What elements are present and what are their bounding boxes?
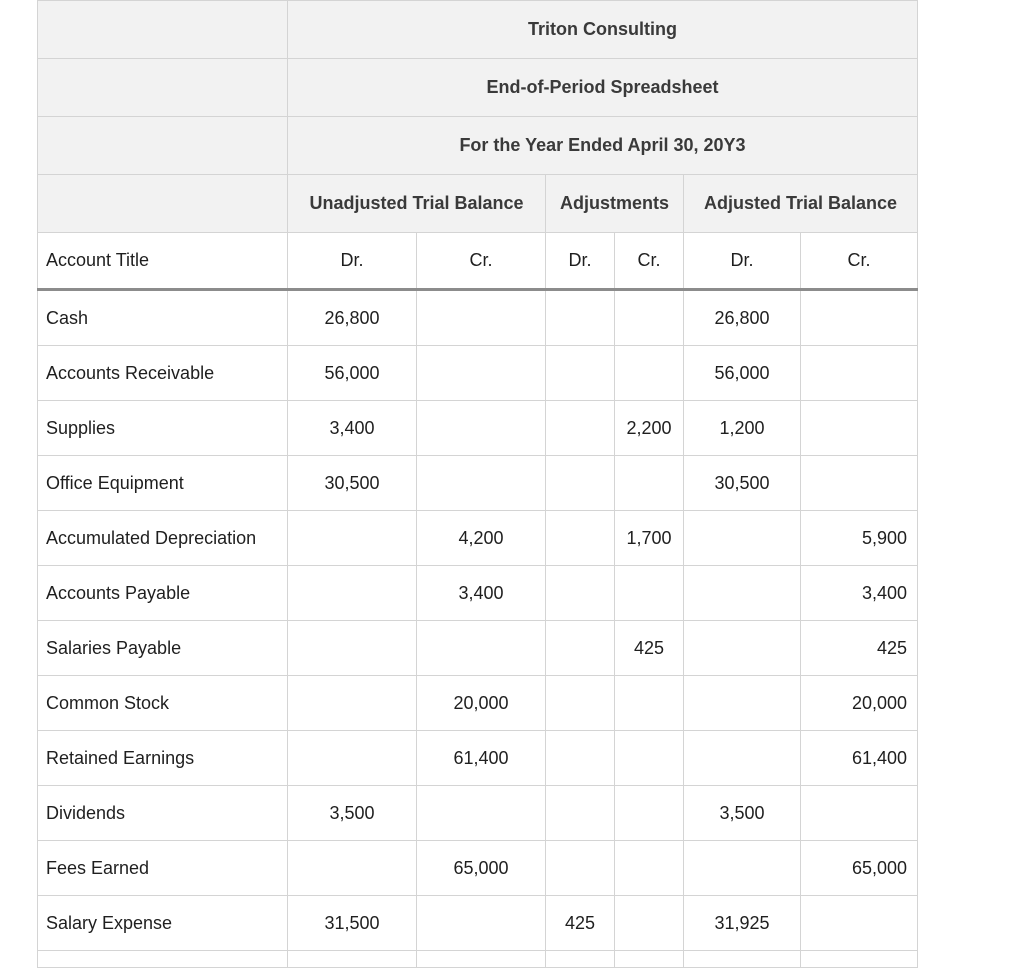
column-utb-cr: Cr.: [417, 233, 546, 290]
amount-cell-adj-dr: [546, 676, 615, 731]
amount-cell-atb-dr: [684, 676, 801, 731]
amount-cell-atb-dr: 56,000: [684, 346, 801, 401]
amount-cell-atb-cr: [801, 290, 918, 346]
amount-cell-adj-dr: [546, 511, 615, 566]
table-row: [38, 456, 918, 511]
amount-cell-adj-cr: [615, 566, 684, 621]
blank-cell: [38, 1, 288, 59]
account-title-cell: Salaries Payable: [38, 621, 288, 676]
amount-cell-atb-cr: 425: [801, 621, 918, 676]
group-adjustments: Adjustments: [546, 175, 684, 233]
column-adj-dr: Dr.: [546, 233, 615, 290]
amount-cell-utb-dr: 26,800: [288, 290, 417, 346]
table-row: [38, 676, 918, 731]
amount-cell-utb-dr: 56,000: [288, 346, 417, 401]
amount-cell-utb-cr: [417, 786, 546, 841]
amount-cell-atb-dr: 26,800: [684, 290, 801, 346]
amount-cell-atb-cr: [801, 896, 918, 951]
amount-cell-atb-cr: [801, 456, 918, 511]
amount-cell-atb-dr: 1,200: [684, 401, 801, 456]
amount-cell-atb-cr: [801, 786, 918, 841]
amount-cell-utb-dr: [288, 621, 417, 676]
account-title-cell: Retained Earnings: [38, 731, 288, 786]
amount-cell-adj-dr: [546, 786, 615, 841]
amount-cell-adj-dr: [546, 456, 615, 511]
table-row: [38, 566, 918, 621]
amount-cell-atb-cr: [801, 401, 918, 456]
amount-cell-adj-dr: [546, 401, 615, 456]
amount-cell-adj-cr: 425: [615, 621, 684, 676]
amount-cell-atb-cr: 20,000: [801, 676, 918, 731]
amount-cell-utb-cr: 4,200: [417, 511, 546, 566]
amount-cell-atb-dr: [684, 731, 801, 786]
column-account-title: Account Title: [38, 233, 288, 290]
amount-cell-utb-dr: [288, 511, 417, 566]
amount-cell-atb-cr: 5,900: [801, 511, 918, 566]
empty-cell: [288, 951, 417, 968]
amount-cell-atb-dr: 31,925: [684, 896, 801, 951]
amount-cell-utb-cr: [417, 896, 546, 951]
amount-cell-adj-cr: [615, 731, 684, 786]
group-adjusted: Adjusted Trial Balance: [684, 175, 918, 233]
empty-cell: [801, 951, 918, 968]
amount-cell-adj-dr: [546, 731, 615, 786]
amount-cell-adj-dr: 425: [546, 896, 615, 951]
amount-cell-utb-cr: 61,400: [417, 731, 546, 786]
empty-cell: [684, 951, 801, 968]
table-row: [38, 731, 918, 786]
company-row: [38, 1, 918, 59]
company-name: Triton Consulting: [288, 1, 918, 59]
table-row: [38, 621, 918, 676]
empty-cell: [38, 951, 288, 968]
amount-cell-adj-cr: [615, 896, 684, 951]
amount-cell-atb-dr: 3,500: [684, 786, 801, 841]
amount-cell-utb-cr: 20,000: [417, 676, 546, 731]
account-title-cell: Dividends: [38, 786, 288, 841]
amount-cell-utb-dr: [288, 731, 417, 786]
amount-cell-utb-cr: [417, 346, 546, 401]
table-row: [38, 786, 918, 841]
amount-cell-atb-dr: [684, 566, 801, 621]
amount-cell-utb-cr: [417, 290, 546, 346]
empty-cell: [615, 951, 684, 968]
account-title-cell: Cash: [38, 290, 288, 346]
amount-cell-utb-dr: 30,500: [288, 456, 417, 511]
column-atb-cr: Cr.: [801, 233, 918, 290]
account-title-cell: Accumulated Depreciation: [38, 511, 288, 566]
column-header-row: [38, 233, 918, 290]
amount-cell-atb-dr: [684, 511, 801, 566]
amount-cell-adj-cr: 2,200: [615, 401, 684, 456]
amount-cell-adj-cr: [615, 456, 684, 511]
amount-cell-utb-cr: 65,000: [417, 841, 546, 896]
statement-row: [38, 59, 918, 117]
amount-cell-utb-dr: 3,400: [288, 401, 417, 456]
amount-cell-adj-dr: [546, 841, 615, 896]
amount-cell-adj-cr: [615, 841, 684, 896]
amount-cell-utb-dr: [288, 676, 417, 731]
table-row-partial: [38, 951, 918, 968]
amount-cell-adj-dr: [546, 346, 615, 401]
amount-cell-atb-dr: [684, 841, 801, 896]
account-title-cell: Accounts Receivable: [38, 346, 288, 401]
amount-cell-adj-cr: [615, 786, 684, 841]
blank-cell: [38, 117, 288, 175]
amount-cell-atb-cr: 61,400: [801, 731, 918, 786]
empty-cell: [417, 951, 546, 968]
group-unadjusted: Unadjusted Trial Balance: [288, 175, 546, 233]
amount-cell-atb-cr: 65,000: [801, 841, 918, 896]
table-row: [38, 290, 918, 346]
table-row: [38, 896, 918, 951]
amount-cell-utb-cr: [417, 621, 546, 676]
account-title-cell: Accounts Payable: [38, 566, 288, 621]
end-of-period-spreadsheet: [37, 0, 918, 968]
amount-cell-utb-cr: 3,400: [417, 566, 546, 621]
amount-cell-adj-cr: 1,700: [615, 511, 684, 566]
table-row: [38, 401, 918, 456]
amount-cell-utb-dr: 3,500: [288, 786, 417, 841]
account-title-cell: Office Equipment: [38, 456, 288, 511]
amount-cell-atb-cr: [801, 346, 918, 401]
column-utb-dr: Dr.: [288, 233, 417, 290]
column-atb-dr: Dr.: [684, 233, 801, 290]
amount-cell-adj-cr: [615, 290, 684, 346]
amount-cell-utb-cr: [417, 456, 546, 511]
amount-cell-utb-dr: [288, 841, 417, 896]
amount-cell-atb-dr: 30,500: [684, 456, 801, 511]
amount-cell-adj-dr: [546, 290, 615, 346]
statement-title: End-of-Period Spreadsheet: [288, 59, 918, 117]
column-adj-cr: Cr.: [615, 233, 684, 290]
amount-cell-utb-cr: [417, 401, 546, 456]
amount-cell-adj-dr: [546, 621, 615, 676]
amount-cell-atb-cr: 3,400: [801, 566, 918, 621]
table-row: [38, 346, 918, 401]
amount-cell-adj-cr: [615, 676, 684, 731]
blank-cell: [38, 59, 288, 117]
period-title: For the Year Ended April 30, 20Y3: [288, 117, 918, 175]
account-title-cell: Salary Expense: [38, 896, 288, 951]
empty-cell: [546, 951, 615, 968]
amount-cell-utb-dr: [288, 566, 417, 621]
account-title-cell: Supplies: [38, 401, 288, 456]
table-row: [38, 511, 918, 566]
blank-cell: [38, 175, 288, 233]
amount-cell-utb-dr: 31,500: [288, 896, 417, 951]
period-row: [38, 117, 918, 175]
amount-cell-adj-cr: [615, 346, 684, 401]
group-header-row: [38, 175, 918, 233]
table-row: [38, 841, 918, 896]
account-title-cell: Fees Earned: [38, 841, 288, 896]
amount-cell-adj-dr: [546, 566, 615, 621]
amount-cell-atb-dr: [684, 621, 801, 676]
account-title-cell: Common Stock: [38, 676, 288, 731]
